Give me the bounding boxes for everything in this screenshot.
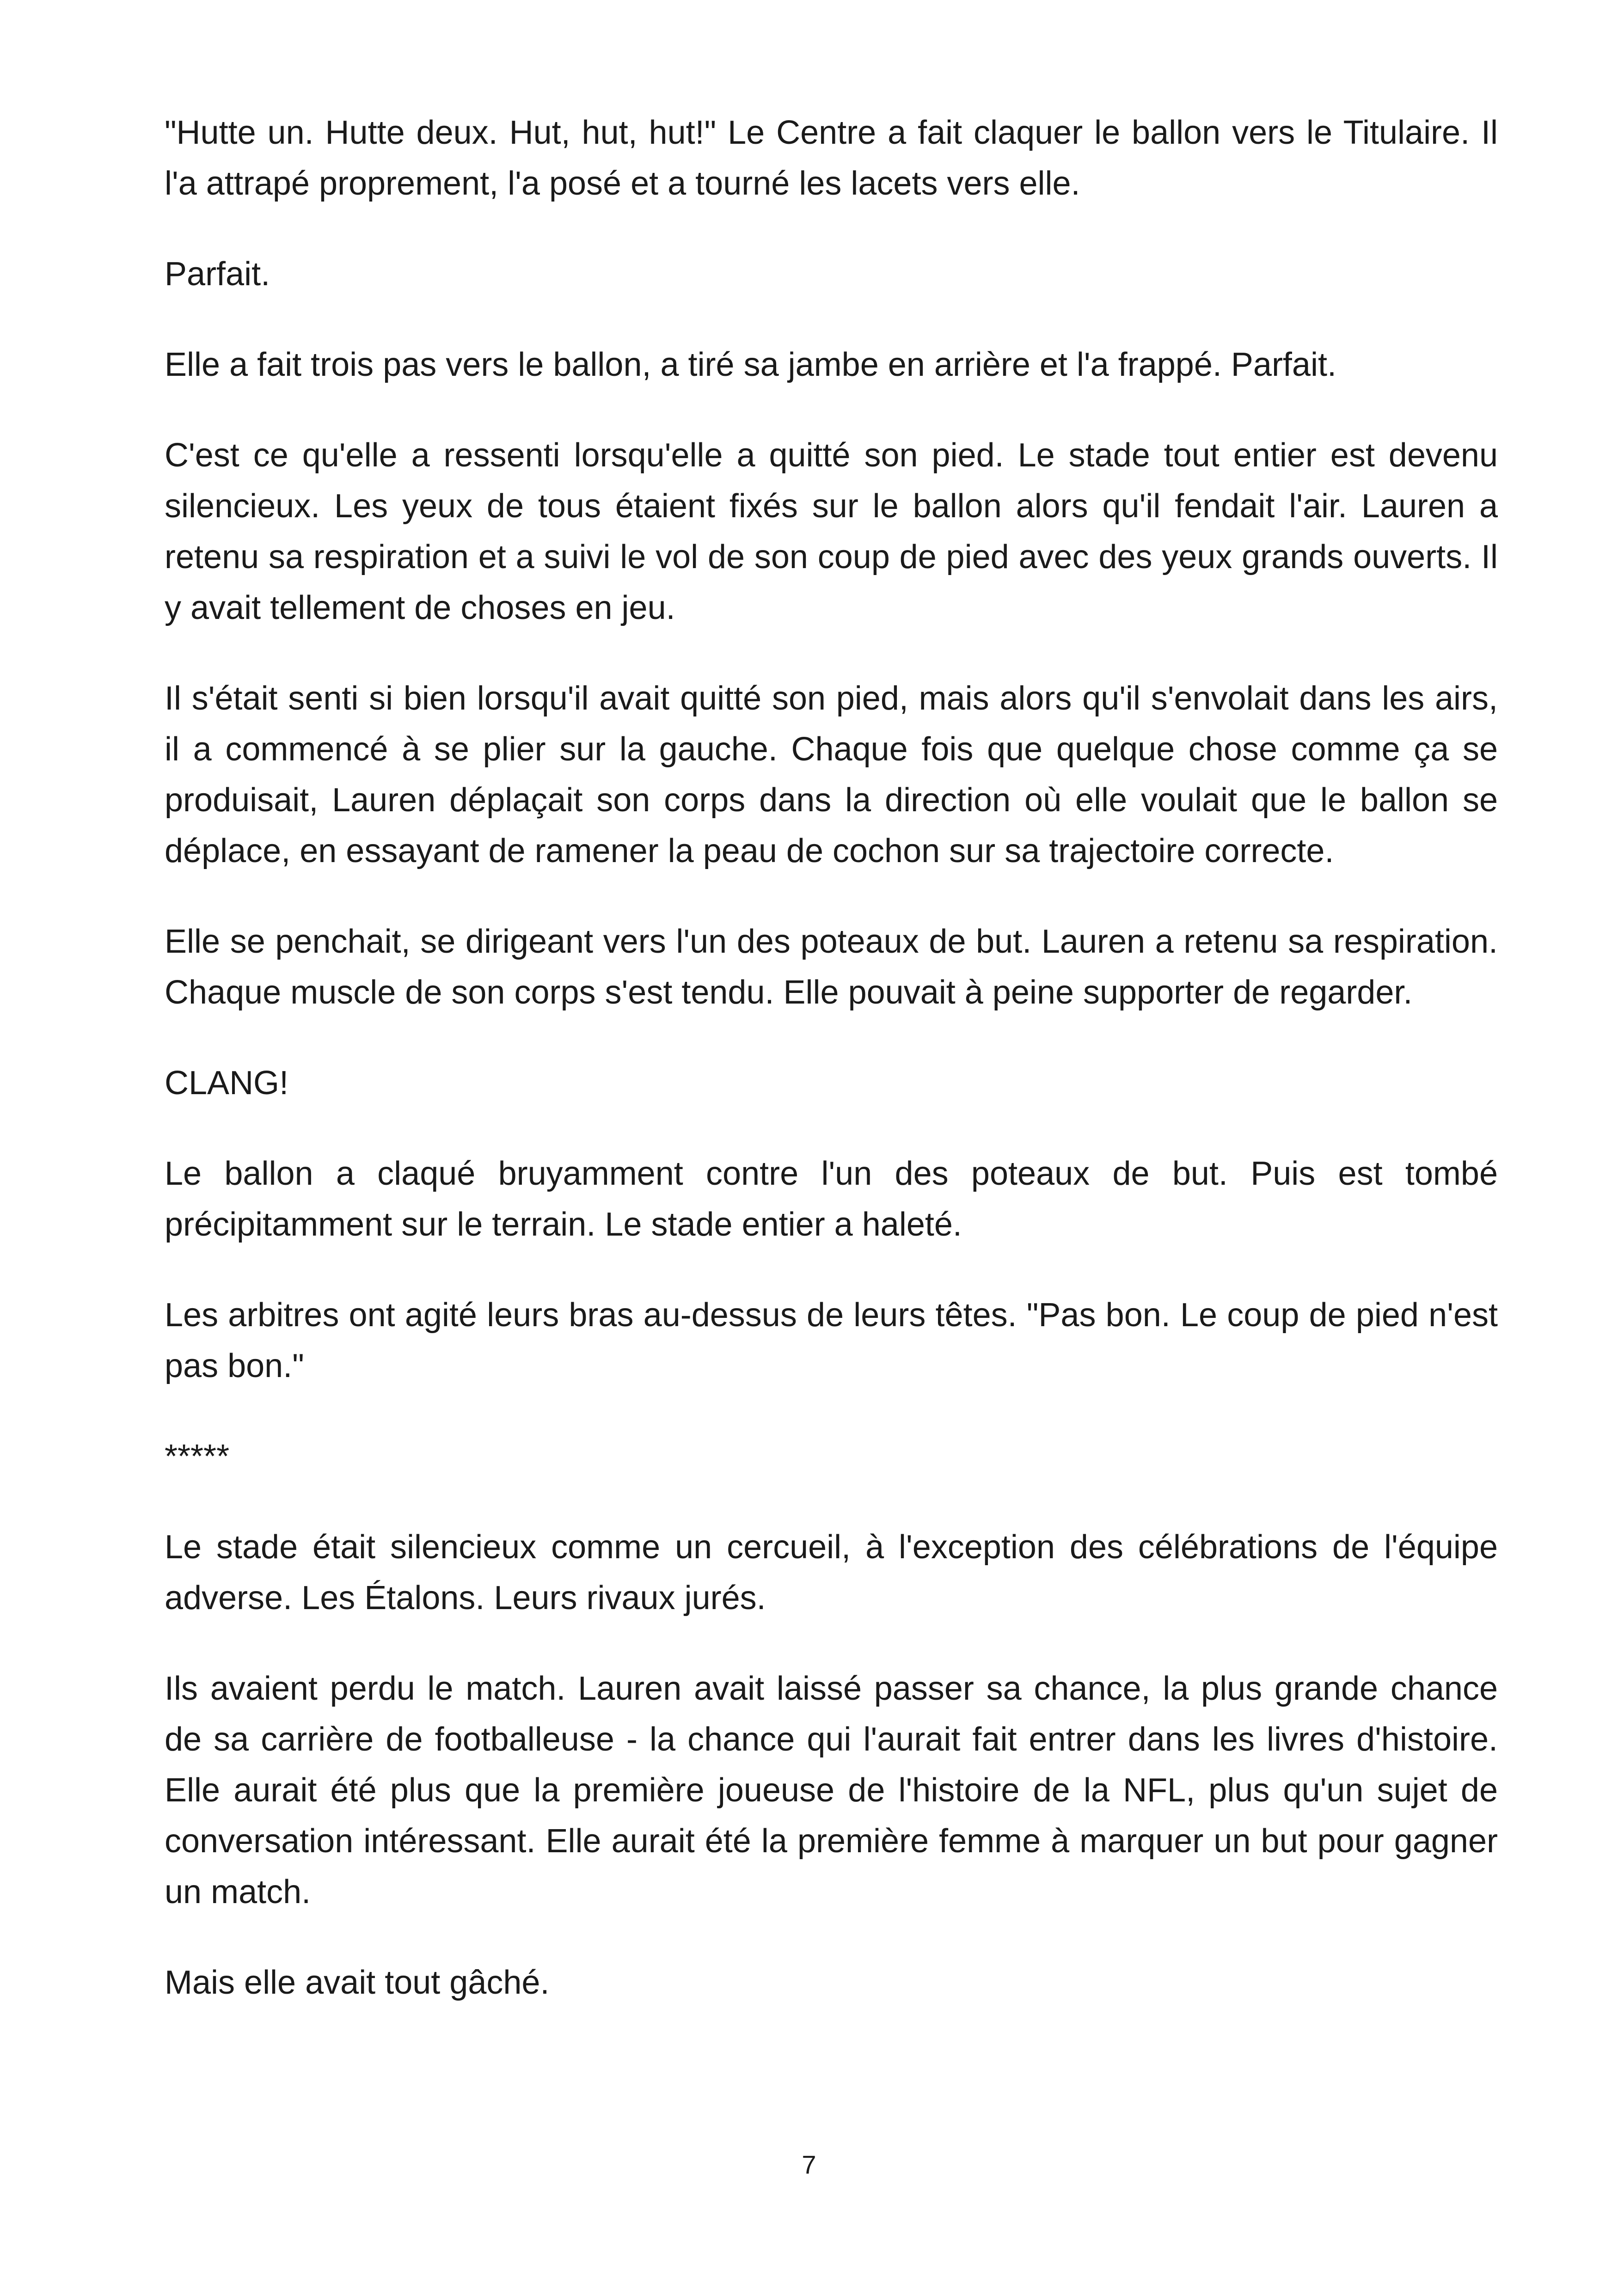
paragraph: Le stade était silencieux comme un cercueil, à l'exception des célébrations de l'équipe adverse. Les Étalons. Leurs rivaux jurés. (165, 1529, 1498, 1616)
paragraph: Le ballon a claqué bruyamment contre l'un des poteaux de but. Puis est tombé précipitamment sur le terrain. Le stade entier a haleté. (165, 1155, 1498, 1243)
paragraph: Il s'était senti si bien lorsqu'il avait quitté son pied, mais alors qu'il s'envolait dans les airs, il a commencé à se plier sur la gauche. Chaque fois que quelque chose comme ça se produisait, Lauren déplaçait son corps dans la direction où elle voulait que le ballon se déplace, en essayant de ramener la peau de cochon sur sa trajectoire correcte. (165, 680, 1498, 869)
paragraph: Elle se penchait, se dirigeant vers l'un des poteaux de but. Lauren a retenu sa respiration. Chaque muscle de son corps s'est tendu. Elle pouvait à peine supporter de regarder. (165, 923, 1498, 1011)
paragraph: Parfait. (165, 256, 270, 293)
paragraph: Mais elle avait tout gâché. (165, 1964, 550, 2001)
paragraph: Ils avaient perdu le match. Lauren avait laissé passer sa chance, la plus grande chance de sa carrière de footballeuse - la chance qui l'aurait fait entrer dans les livres d'histoire. Elle aurait été plus que la première joueuse de l'histoire de la NFL, plus qu'un sujet de conversation intéressant. Elle aurait été la première femme à marquer un but pour gagner un match. (165, 1670, 1498, 1910)
section-break: ***** (165, 1438, 230, 1475)
page-number: 7 (802, 2150, 816, 2179)
paragraph: CLANG! (165, 1065, 289, 1102)
paragraph: C'est ce qu'elle a ressenti lorsqu'elle a quitté son pied. Le stade tout entier est devenu silencieux. Les yeux de tous étaient fixés sur le ballon alors qu'il fendait l'air. Lauren a retenu sa respiration et a suivi le vol de son coup de pied avec des yeux grands ouverts. Il y avait tellement de choses en jeu. (165, 437, 1498, 626)
body-text (165, 107, 1498, 2008)
paragraph: "Hutte un. Hutte deux. Hut, hut, hut!" Le Centre a fait claquer le ballon vers le Titulaire. Il l'a attrapé proprement, l'a posé et a tourné les lacets vers elle. (165, 114, 1498, 202)
paragraph: Elle a fait trois pas vers le ballon, a tiré sa jambe en arrière et l'a frappé. Parfait. (165, 346, 1336, 383)
paragraph: Les arbitres ont agité leurs bras au-dessus de leurs têtes. "Pas bon. Le coup de pied n'est pas bon." (165, 1297, 1498, 1384)
